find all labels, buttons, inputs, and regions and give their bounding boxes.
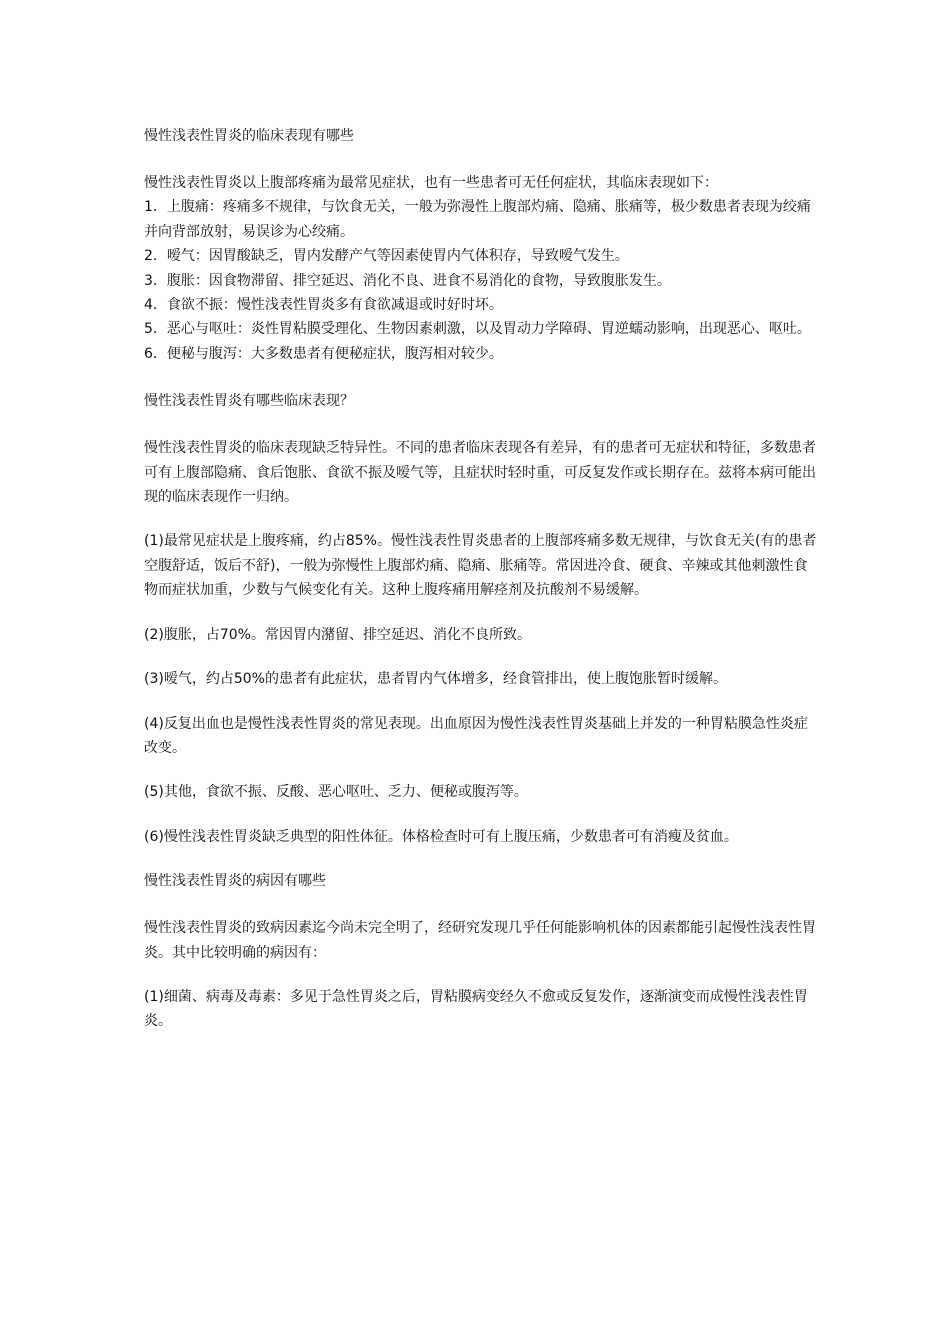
section-1-item: 6．便秘与腹泻：大多数患者有便秘症状，腹泻相对较少。 xyxy=(144,345,503,362)
section-3-title: 慢性浅表性胃炎的病因有哪些 xyxy=(144,873,326,890)
section-2-item: (6)慢性浅表性胃炎缺乏典型的阳性体征。体格检查时可有上腹压痛，少数患者可有消瘦及贫血。 xyxy=(144,828,738,845)
section-2-item: (2)腹胀，占70%。常因胃内潴留、排空延迟、消化不良所致。 xyxy=(144,626,531,643)
section-1-item: 2．嗳气：因胃酸缺乏，胃内发酵产气等因素使胃内气体积存，导致嗳气发生。 xyxy=(144,248,629,265)
section-2-intro: 慢性浅表性胃炎的临床表现缺乏特异性。不同的患者临床表现各有差异，有的患者可无症状和特征，多数患者可有上腹部隐痛、食后饱胀、食欲不振及嗳气等，且症状时轻时重，可反复发作或长期存在。兹将本病可能出现的临床表现作一归纳。 xyxy=(144,440,816,506)
section-2-item: (4)反复出血也是慢性浅表性胃炎的常见表现。出血原因为慢性浅表性胃炎基础上并发的一种胃粘膜急性炎症改变。 xyxy=(144,715,808,756)
section-2-title: 慢性浅表性胃炎有哪些临床表现？ xyxy=(144,393,354,410)
section-2-item: (5)其他，食欲不振、反酸、恶心呕吐、乏力、便秘或腹泻等。 xyxy=(144,784,528,801)
section-1-item: 3．腹胀：因食物滞留、排空延迟、消化不良、进食不易消化的食物，导致腹胀发生。 xyxy=(144,272,671,289)
section-1-item: 1．上腹痛：疼痛多不规律，与饮食无关，一般为弥漫性上腹部灼痛、隐痛、胀痛等，极少数患者表现为绞痛并向背部放射，易误诊为心绞痛。 xyxy=(144,199,811,240)
section-1-title: 慢性浅表性胃炎的临床表现有哪些 xyxy=(144,128,354,144)
section-1-intro: 慢性浅表性胃炎以上腹部疼痛为最常见症状，也有一些患者可无任何症状，其临床表现如下： xyxy=(144,175,718,191)
section-2-item: (1)最常见症状是上腹疼痛，约占85%。慢性浅表性胃炎患者的上腹部疼痛多数无规律，与饮食无关(有的患者空腹舒适，饭后不舒)，一般为弥慢性上腹部灼痛、隐痛、胀痛等。常因进冷食、硬食、辛辣或其他刺激性食物而症状加重，少数与气候变化有关。这种上腹疼痛用解痉剂及抗酸剂不易缓解。 xyxy=(144,533,817,599)
section-3-item: (1)细菌、病毒及毒素：多见于急性胃炎之后，胃粘膜病变经久不愈或反复发作，逐渐演变而成慢性浅表性胃炎。 xyxy=(144,988,808,1030)
section-1-item: 5．恶心与呕吐：炎性胃粘膜受理化、生物因素刺激，以及胃动力学障碍、胃逆蠕动影响，出现恶心、呕吐。 xyxy=(144,321,811,338)
section-1-item: 4．食欲不振：慢性浅表性胃炎多有食欲减退或时好时坏。 xyxy=(144,297,503,314)
document-body xyxy=(144,124,820,1034)
section-2-item: (3)嗳气，约占50%的患者有此症状，患者胃内气体增多，经食管排出，使上腹饱胀暂时缓解。 xyxy=(144,671,727,688)
section-3-intro: 慢性浅表性胃炎的致病因素迄今尚未完全明了，经研究发现几乎任何能影响机体的因素都能引起慢性浅表性胃炎。其中比较明确的病因有： xyxy=(144,920,816,961)
